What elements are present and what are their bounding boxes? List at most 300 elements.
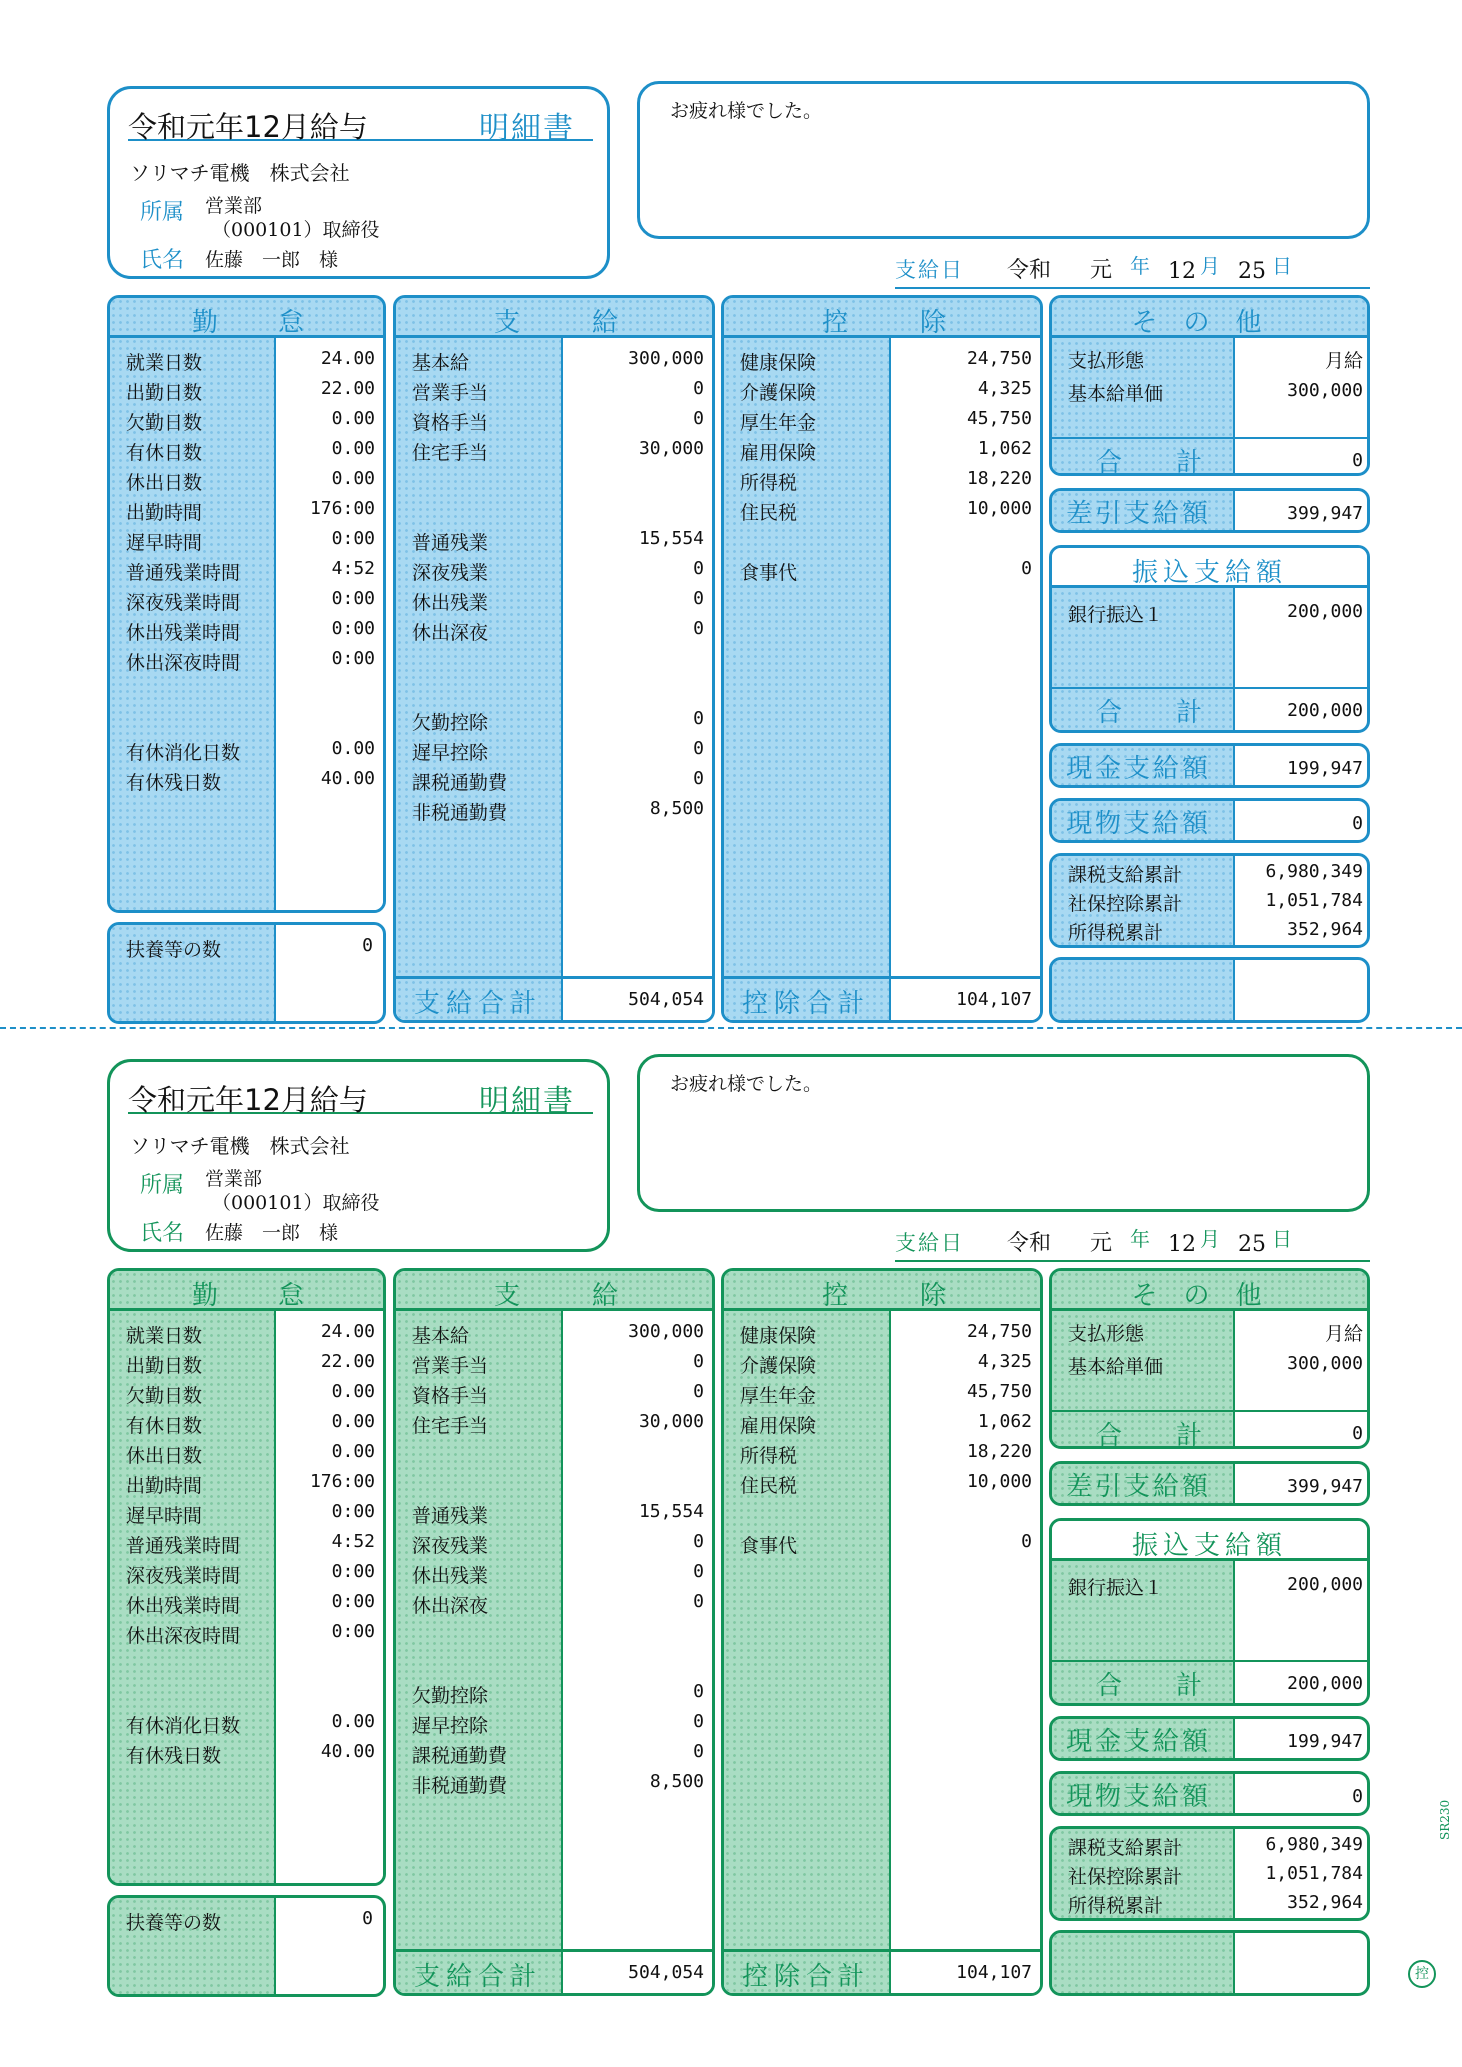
item-label: 欠勤日数	[126, 1385, 203, 1407]
item-value: 0	[693, 768, 704, 789]
item-row	[396, 346, 712, 376]
item-value: 4:52	[331, 558, 375, 579]
item-row	[396, 1529, 712, 1559]
item-row	[110, 736, 383, 766]
item-label: 有休消化日数	[126, 1715, 241, 1737]
title-line	[128, 1076, 593, 1119]
payday-month: 12	[1168, 1232, 1196, 1257]
transfer-header: 振込支給額	[1052, 548, 1367, 588]
item-row	[724, 556, 1040, 586]
item-label: 資格手当	[412, 1385, 489, 1407]
item-label: 休出残業	[412, 1565, 489, 1587]
item-value: 176:00	[309, 1471, 375, 1492]
payday-year-unit: 年	[1130, 254, 1150, 278]
payday-month: 12	[1168, 259, 1196, 284]
accum-label-3: 所得税累計	[1068, 922, 1164, 944]
employee-name-label: 氏名	[140, 248, 185, 273]
cash-pay-label: 現金支給額	[1066, 754, 1212, 784]
deduction-header	[724, 298, 1040, 338]
item-value: 40.00	[320, 768, 375, 789]
item-row	[110, 556, 383, 586]
base-rate-value: 300,000	[1287, 380, 1363, 401]
item-value: 0	[693, 738, 704, 759]
item-value: 176:00	[309, 498, 375, 519]
employee-name: 佐藤 一郎 様	[205, 1222, 339, 1244]
item-row	[396, 766, 712, 796]
item-label: 健康保険	[740, 352, 817, 374]
item-value: 0	[693, 708, 704, 729]
item-value: 30,000	[638, 438, 704, 459]
pay-type-label: 支払形態	[1068, 350, 1145, 372]
deduction-body	[724, 338, 1040, 1020]
deduction-body	[724, 1311, 1040, 1993]
other-sum-label: 合 計	[1096, 448, 1217, 476]
in-kind-pay-panel	[1049, 798, 1370, 843]
payday-month-unit: 月	[1200, 254, 1220, 278]
item-value: 8,500	[649, 1771, 704, 1792]
item-value: 0.00	[331, 1381, 375, 1402]
dependents-label: 扶養等の数	[126, 939, 222, 961]
item-row	[396, 616, 712, 646]
item-row	[396, 1499, 712, 1529]
payday-day: 25	[1238, 259, 1266, 284]
cash-pay-value: 199,947	[1287, 1731, 1363, 1752]
in-kind-pay-label: 現物支給額	[1066, 1782, 1212, 1812]
transfer-panel	[1049, 545, 1370, 733]
item-row	[110, 1619, 383, 1649]
item-value: 0	[693, 1561, 704, 1582]
item-value: 300,000	[628, 1321, 704, 1342]
payday-month-unit: 月	[1200, 1227, 1220, 1251]
item-row	[110, 376, 383, 406]
item-value: 0	[693, 408, 704, 429]
bank-transfer-1-value: 200,000	[1287, 1574, 1363, 1595]
payday-year: 元	[1090, 258, 1113, 283]
item-value: 4,325	[977, 1351, 1032, 1372]
bank-transfer-1-value: 200,000	[1287, 601, 1363, 622]
in-kind-pay-label: 現物支給額	[1066, 809, 1212, 839]
item-label: 休出深夜	[412, 1595, 489, 1617]
slip-title: 令和元年12月給与	[128, 1083, 368, 1117]
item-value: 0	[693, 1531, 704, 1552]
base-rate-value: 300,000	[1287, 1353, 1363, 1374]
item-value: 0	[693, 618, 704, 639]
item-row	[110, 646, 383, 676]
item-row	[396, 1379, 712, 1409]
slip-title-suffix: 明細書	[479, 1084, 575, 1119]
item-value: 24.00	[320, 1321, 375, 1342]
accum-label-1: 課税支給累計	[1068, 864, 1183, 886]
transfer-header: 振込支給額	[1052, 1521, 1367, 1561]
item-row	[396, 1679, 712, 1709]
accum-value-2: 1,051,784	[1265, 890, 1363, 911]
item-value: 15,554	[638, 1501, 704, 1522]
item-label: 欠勤控除	[412, 1685, 489, 1707]
item-row	[724, 436, 1040, 466]
item-label: 営業手当	[412, 1355, 489, 1377]
payment-header	[396, 1271, 712, 1311]
item-label: 遅早時間	[126, 1505, 203, 1527]
item-label: 営業手当	[412, 382, 489, 404]
item-row	[396, 436, 712, 466]
item-value: 4:52	[331, 1531, 375, 1552]
item-value: 0.00	[331, 438, 375, 459]
net-pay-value: 399,947	[1287, 503, 1363, 524]
item-row	[724, 1469, 1040, 1499]
title-line	[128, 103, 593, 146]
attendance-header	[110, 298, 383, 338]
accum-value-2: 1,051,784	[1265, 1863, 1363, 1884]
item-label: 有休消化日数	[126, 742, 241, 764]
dependents-label: 扶養等の数	[126, 1912, 222, 1934]
item-value: 40.00	[320, 1741, 375, 1762]
item-row	[396, 1349, 712, 1379]
cash-pay-panel	[1049, 743, 1370, 788]
deduction-header-char-2: 除	[920, 308, 947, 338]
item-row	[396, 1589, 712, 1619]
item-label: 食事代	[740, 1535, 798, 1557]
item-value: 30,000	[638, 1411, 704, 1432]
payday-line	[895, 1225, 1370, 1262]
payday-era: 令和	[1007, 1231, 1052, 1256]
item-label: 住民税	[740, 1475, 798, 1497]
item-value: 0:00	[331, 1621, 375, 1642]
item-row	[110, 1319, 383, 1349]
other-sum-value: 0	[1352, 1423, 1363, 1444]
item-label: 資格手当	[412, 412, 489, 434]
deduction-section	[721, 1268, 1043, 1996]
item-row	[110, 526, 383, 556]
item-value: 1,062	[977, 438, 1032, 459]
item-label: 深夜残業	[412, 1535, 489, 1557]
net-pay-label: 差引支給額	[1066, 1472, 1212, 1502]
item-label: 厚生年金	[740, 1385, 817, 1407]
message-text: お疲れ様でした。	[670, 100, 823, 122]
payday-day-unit: 日	[1272, 254, 1292, 278]
item-label: 所得税	[740, 1445, 798, 1467]
item-label: 雇用保険	[740, 1415, 817, 1437]
item-label: 欠勤日数	[126, 412, 203, 434]
attendance-section	[107, 1268, 386, 1886]
dependents-value: 0	[362, 1908, 373, 1929]
payment-header-char-1: 支	[494, 308, 521, 338]
item-label: 休出日数	[126, 1445, 203, 1467]
department-name: 営業部	[205, 195, 263, 217]
item-value: 0	[693, 558, 704, 579]
item-label: 所得税	[740, 472, 798, 494]
item-row	[110, 1469, 383, 1499]
deduction-total-value: 104,107	[956, 989, 1032, 1010]
item-row	[110, 766, 383, 796]
item-value: 24,750	[966, 348, 1032, 369]
item-label: 介護保険	[740, 382, 817, 404]
item-row	[396, 706, 712, 736]
attendance-header-char-1: 勤	[192, 308, 219, 338]
item-label: 普通残業	[412, 1505, 489, 1527]
item-label: 厚生年金	[740, 412, 817, 434]
item-row	[110, 1349, 383, 1379]
item-row	[724, 1379, 1040, 1409]
employee-code-title: （000101）取締役	[212, 219, 380, 241]
attendance-body	[110, 338, 383, 910]
in-kind-pay-value: 0	[1352, 813, 1363, 834]
cash-pay-label: 現金支給額	[1066, 1727, 1212, 1757]
item-row	[396, 1709, 712, 1739]
item-label: 課税通勤費	[412, 772, 508, 794]
item-label: 普通残業時間	[126, 1535, 241, 1557]
item-row	[110, 466, 383, 496]
item-row	[396, 736, 712, 766]
item-label: 有休残日数	[126, 772, 222, 794]
pay-type-value: 月給	[1324, 350, 1363, 372]
other-section	[1049, 1268, 1370, 1449]
item-value: 45,750	[966, 1381, 1032, 1402]
deduction-total-label: 控除合計	[724, 1952, 891, 1993]
item-row	[396, 1739, 712, 1769]
payment-section	[393, 295, 715, 1023]
payment-header-char-1: 支	[494, 1281, 521, 1311]
item-value: 0	[693, 588, 704, 609]
attendance-header-char-1: 勤	[192, 1281, 219, 1311]
item-row	[110, 1499, 383, 1529]
blank-panel	[1049, 1930, 1370, 1996]
dependents-value: 0	[362, 935, 373, 956]
item-value: 0	[1021, 1531, 1032, 1552]
other-header: その他	[1052, 298, 1367, 338]
item-row	[724, 346, 1040, 376]
item-row	[724, 466, 1040, 496]
other-sum-value: 0	[1352, 450, 1363, 471]
item-row	[110, 496, 383, 526]
deduction-header-char-1: 控	[822, 308, 849, 338]
item-value: 24,750	[966, 1321, 1032, 1342]
payment-total-row	[396, 1949, 712, 1993]
payment-total-label: 支給合計	[396, 1952, 563, 1993]
employee-name-label: 氏名	[140, 1221, 185, 1246]
item-label: 就業日数	[126, 352, 203, 374]
attendance-section	[107, 295, 386, 913]
item-row	[110, 616, 383, 646]
transfer-panel	[1049, 1518, 1370, 1706]
title-panel	[107, 86, 610, 279]
item-value: 0	[693, 1591, 704, 1612]
pay-type-label: 支払形態	[1068, 1323, 1145, 1345]
payday-label: 支給日	[895, 1231, 964, 1255]
item-label: 雇用保険	[740, 442, 817, 464]
item-label: 出勤日数	[126, 382, 203, 404]
item-row	[724, 376, 1040, 406]
item-row	[396, 1769, 712, 1799]
item-value: 15,554	[638, 528, 704, 549]
item-value: 18,220	[966, 468, 1032, 489]
cash-pay-value: 199,947	[1287, 758, 1363, 779]
item-label: 有休残日数	[126, 1745, 222, 1767]
department-label: 所属	[140, 200, 185, 225]
bank-transfer-1-label: 銀行振込１	[1068, 604, 1164, 626]
in-kind-pay-value: 0	[1352, 1786, 1363, 1807]
item-label: 出勤時間	[126, 502, 203, 524]
item-value: 0.00	[331, 468, 375, 489]
deduction-header	[724, 1271, 1040, 1311]
cash-pay-panel	[1049, 1716, 1370, 1761]
attendance-header-char-2: 怠	[278, 1281, 305, 1311]
item-label: 休出残業時間	[126, 622, 241, 644]
item-label: 健康保険	[740, 1325, 817, 1347]
payday-year-unit: 年	[1130, 1227, 1150, 1251]
item-row	[110, 1409, 383, 1439]
accum-label-2: 社保控除累計	[1068, 1866, 1183, 1888]
item-label: 住宅手当	[412, 442, 489, 464]
item-row	[724, 406, 1040, 436]
item-label: 遅早時間	[126, 532, 203, 554]
item-value: 0:00	[331, 618, 375, 639]
transfer-sum-label: 合 計	[1096, 698, 1217, 728]
deduction-section	[721, 295, 1043, 1023]
item-row	[724, 1319, 1040, 1349]
item-value: 0.00	[331, 1441, 375, 1462]
item-value: 45,750	[966, 408, 1032, 429]
payment-body	[396, 1311, 712, 1993]
dependents-panel	[107, 1895, 386, 1997]
payment-total-value: 504,054	[628, 1962, 704, 1983]
item-row	[110, 406, 383, 436]
item-label: 有休日数	[126, 1415, 203, 1437]
copy-stamp: 控	[1408, 1960, 1436, 1988]
item-label: 基本給	[412, 1325, 470, 1347]
accum-value-1: 6,980,349	[1265, 1834, 1363, 1855]
item-row	[396, 406, 712, 436]
message-panel	[637, 1054, 1370, 1212]
item-value: 22.00	[320, 378, 375, 399]
payment-header-char-2: 給	[592, 308, 619, 338]
item-row	[110, 346, 383, 376]
item-row	[724, 496, 1040, 526]
net-pay-value: 399,947	[1287, 1476, 1363, 1497]
item-label: 食事代	[740, 562, 798, 584]
attendance-header-char-2: 怠	[278, 308, 305, 338]
attendance-header	[110, 1271, 383, 1311]
base-rate-label: 基本給単価	[1068, 1356, 1164, 1378]
pay-type-value: 月給	[1324, 1323, 1363, 1345]
item-row	[110, 586, 383, 616]
item-value: 0:00	[331, 1591, 375, 1612]
item-label: 基本給	[412, 352, 470, 374]
payday-day: 25	[1238, 1232, 1266, 1257]
message-panel	[637, 81, 1370, 239]
item-value: 0:00	[331, 588, 375, 609]
payment-header-char-2: 給	[592, 1281, 619, 1311]
item-value: 0	[693, 1351, 704, 1372]
item-row	[110, 1439, 383, 1469]
accum-value-1: 6,980,349	[1265, 861, 1363, 882]
item-row	[724, 1349, 1040, 1379]
item-value: 0	[693, 1741, 704, 1762]
base-rate-label: 基本給単価	[1068, 383, 1164, 405]
accum-value-3: 352,964	[1287, 919, 1363, 940]
item-label: 出勤時間	[126, 1475, 203, 1497]
item-row	[396, 1319, 712, 1349]
item-row	[396, 556, 712, 586]
accum-value-3: 352,964	[1287, 1892, 1363, 1913]
form-code: SR230	[1438, 1799, 1452, 1840]
item-label: 休出深夜時間	[126, 1625, 241, 1647]
message-text: お疲れ様でした。	[670, 1073, 823, 1095]
item-value: 24.00	[320, 348, 375, 369]
item-row	[110, 1559, 383, 1589]
title-panel	[107, 1059, 610, 1252]
item-label: 遅早控除	[412, 1715, 489, 1737]
company-name: ソリマチ電機 株式会社	[130, 1134, 350, 1158]
item-label: 非税通勤費	[412, 1775, 508, 1797]
net-pay-label: 差引支給額	[1066, 499, 1212, 529]
item-row	[396, 586, 712, 616]
item-row	[110, 1739, 383, 1769]
item-value: 8,500	[649, 798, 704, 819]
net-pay-panel	[1049, 488, 1370, 533]
payment-total-value: 504,054	[628, 989, 704, 1010]
slip-title: 令和元年12月給与	[128, 110, 368, 144]
department-name: 営業部	[205, 1168, 263, 1190]
item-value: 4,325	[977, 378, 1032, 399]
item-label: 休出深夜	[412, 622, 489, 644]
item-value: 10,000	[966, 498, 1032, 519]
payday-label: 支給日	[895, 258, 964, 282]
item-label: 住民税	[740, 502, 798, 524]
item-row	[110, 436, 383, 466]
item-label: 介護保険	[740, 1355, 817, 1377]
item-value: 0.00	[331, 1711, 375, 1732]
item-label: 普通残業	[412, 532, 489, 554]
item-label: 休出深夜時間	[126, 652, 241, 674]
payment-header	[396, 298, 712, 338]
item-label: 休出残業時間	[126, 1595, 241, 1617]
item-row	[110, 1709, 383, 1739]
payday-year: 元	[1090, 1231, 1113, 1256]
item-label: 有休日数	[126, 442, 203, 464]
transfer-sum-label: 合 計	[1096, 1671, 1217, 1701]
item-label: 深夜残業時間	[126, 592, 241, 614]
attendance-body	[110, 1311, 383, 1883]
payment-section	[393, 1268, 715, 1996]
deduction-header-char-2: 除	[920, 1281, 947, 1311]
item-value: 0:00	[331, 1561, 375, 1582]
item-label: 出勤日数	[126, 1355, 203, 1377]
accumulated-panel	[1049, 853, 1370, 948]
net-pay-panel	[1049, 1461, 1370, 1506]
item-row	[396, 796, 712, 826]
accum-label-3: 所得税累計	[1068, 1895, 1164, 1917]
item-label: 普通残業時間	[126, 562, 241, 584]
accum-label-1: 課税支給累計	[1068, 1837, 1183, 1859]
item-label: 深夜残業時間	[126, 1565, 241, 1587]
item-label: 欠勤控除	[412, 712, 489, 734]
payday-day-unit: 日	[1272, 1227, 1292, 1251]
item-value: 0.00	[331, 408, 375, 429]
payday-era: 令和	[1007, 258, 1052, 283]
item-row	[110, 1529, 383, 1559]
item-value: 0	[693, 378, 704, 399]
item-label: 住宅手当	[412, 1415, 489, 1437]
pay-slip-bottom-copy	[0, 973, 1462, 1992]
item-row	[396, 1409, 712, 1439]
pay-slip-top	[0, 0, 1462, 1019]
item-value: 0	[1021, 558, 1032, 579]
item-value: 0	[693, 1381, 704, 1402]
deduction-total-row	[724, 1949, 1040, 1993]
accumulated-panel	[1049, 1826, 1370, 1921]
transfer-sum-value: 200,000	[1287, 1673, 1363, 1694]
deduction-total-value: 104,107	[956, 1962, 1032, 1983]
